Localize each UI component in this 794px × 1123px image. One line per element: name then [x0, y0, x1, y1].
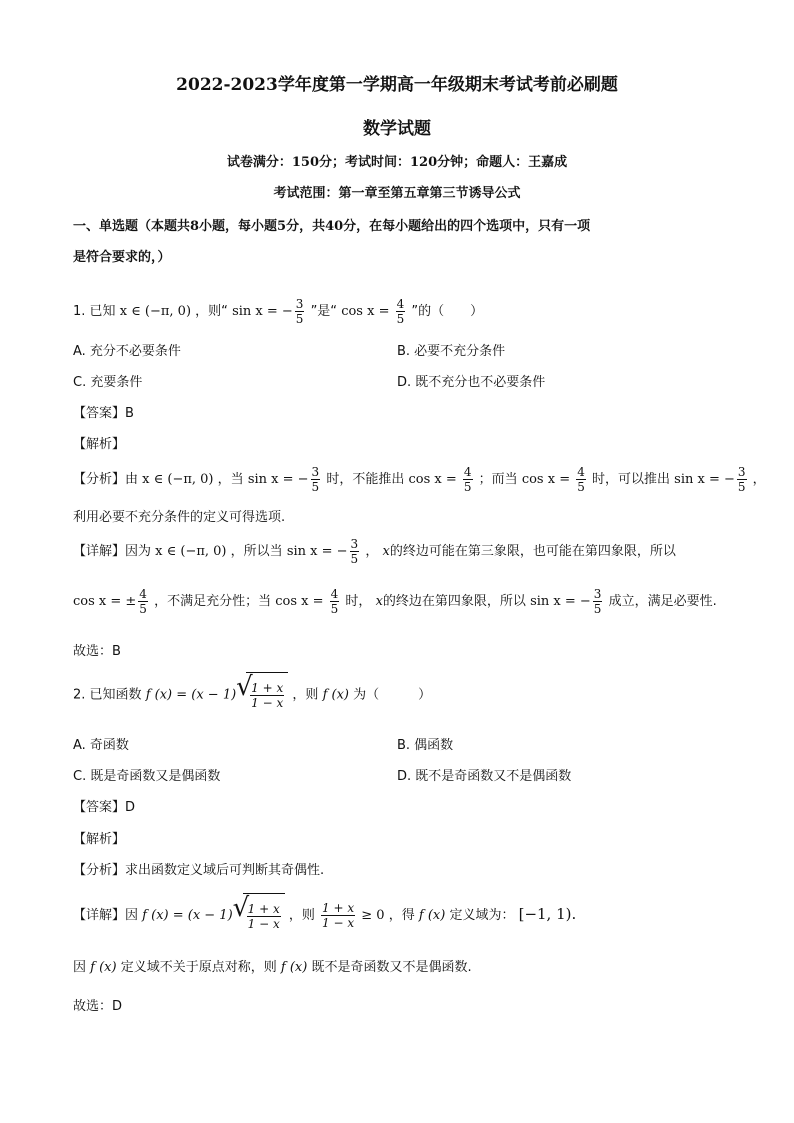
q2-option-b: B. 偶函数 — [397, 738, 454, 753]
question-1-stem: 1. 已知 x ∈ (−π, 0) ，则“ sin x = − $\frac{3}{5}$ ”是“ cos x = $\frac{4}{5}$ ”的（ ） — [73, 297, 484, 326]
q2-analysis: 【分析】求出函数定义域后可判断其奇偶性. — [73, 863, 325, 878]
q1-detail-line1: 【详解】因为 x ∈ (−π, 0) ，所以当 sin x = − $\frac{3}{5}$ ， x的终边可能在第三象限，也可能在第四象限，所以 — [73, 537, 676, 566]
exam-scope: 考试范围：第一章至第五章第三节诱导公式 — [273, 186, 521, 201]
q2-option-a: A. 奇函数 — [73, 738, 129, 753]
page-title: 2022-2023学年度第一学期高一年级期末考试考前必刷题 — [176, 75, 618, 95]
q1-option-a: A. 充分不必要条件 — [73, 344, 181, 359]
section-heading-line1: 一、单选题（本题共8小题，每小题5分，共40分，在每小题给出的四个选项中，只有一项 — [73, 219, 591, 234]
q2-option-c: C. 既是奇函数又是偶函数 — [73, 769, 221, 784]
q2-option-d: D. 既不是奇函数又不是偶函数 — [397, 769, 572, 784]
question-2-stem: 2. 已知函数 f (x) = (x − 1) √ $\frac{1 + x}{1 - x}$ ，则 f (x) 为（ ） — [73, 672, 431, 718]
q2-jiexi-tag: 【解析】 — [73, 832, 126, 847]
q1-detail-line2: cos x = ± $\frac{4}{5}$ ，不满足充分性；当 cos x = $\frac{4}{5}$ 时， x的终边在第四象限，所以 sin x = − $\frac{3}{5}$ 成立，满足必要性. — [73, 587, 717, 616]
q1-answer: 【答案】B — [73, 406, 134, 421]
q1-option-b: B. 必要不充分条件 — [397, 344, 506, 359]
q1-jiexi-tag: 【解析】 — [73, 437, 126, 452]
q1-option-d: D. 既不充分也不必要条件 — [397, 375, 546, 390]
q2-detail-line1: 【详解】因 f (x) = (x − 1) √ $\frac{1 + x}{1 - x}$ ，则 $\frac{1 + x}{1 - x}$ ≥ 0 ，得 f (x) 定义域为： [−1, 1). — [73, 892, 576, 939]
q1-option-c: C. 充要条件 — [73, 375, 143, 390]
q1-analysis: 【分析】由 x ∈ (−π, 0) ，当 sin x = − $\frac{3}{5}$ 时，不能推出 cos x = $\frac{4}{5}$ ；而当 cos x = $\frac{4}{5}$ 时，可以推出 sin x = − $\frac{3}{5}$ ， — [73, 465, 766, 494]
q1-analysis-line2: 利用必要不充分条件的定义可得选项. — [73, 510, 286, 525]
q2-choice: 故选：D — [73, 999, 123, 1014]
q2-answer: 【答案】D — [73, 800, 136, 815]
q1-choice: 故选：B — [73, 644, 121, 659]
q2-detail-line2: 因 f (x) 定义域不关于原点对称，则 f (x) 既不是奇函数又不是偶函数. — [73, 960, 472, 975]
exam-info: 试卷满分：150分；考试时间：120分钟；命题人：王嘉成 — [226, 155, 568, 170]
section-heading-line2: 是符合要求的，） — [73, 250, 171, 265]
page-subtitle: 数学试题 — [363, 119, 431, 139]
